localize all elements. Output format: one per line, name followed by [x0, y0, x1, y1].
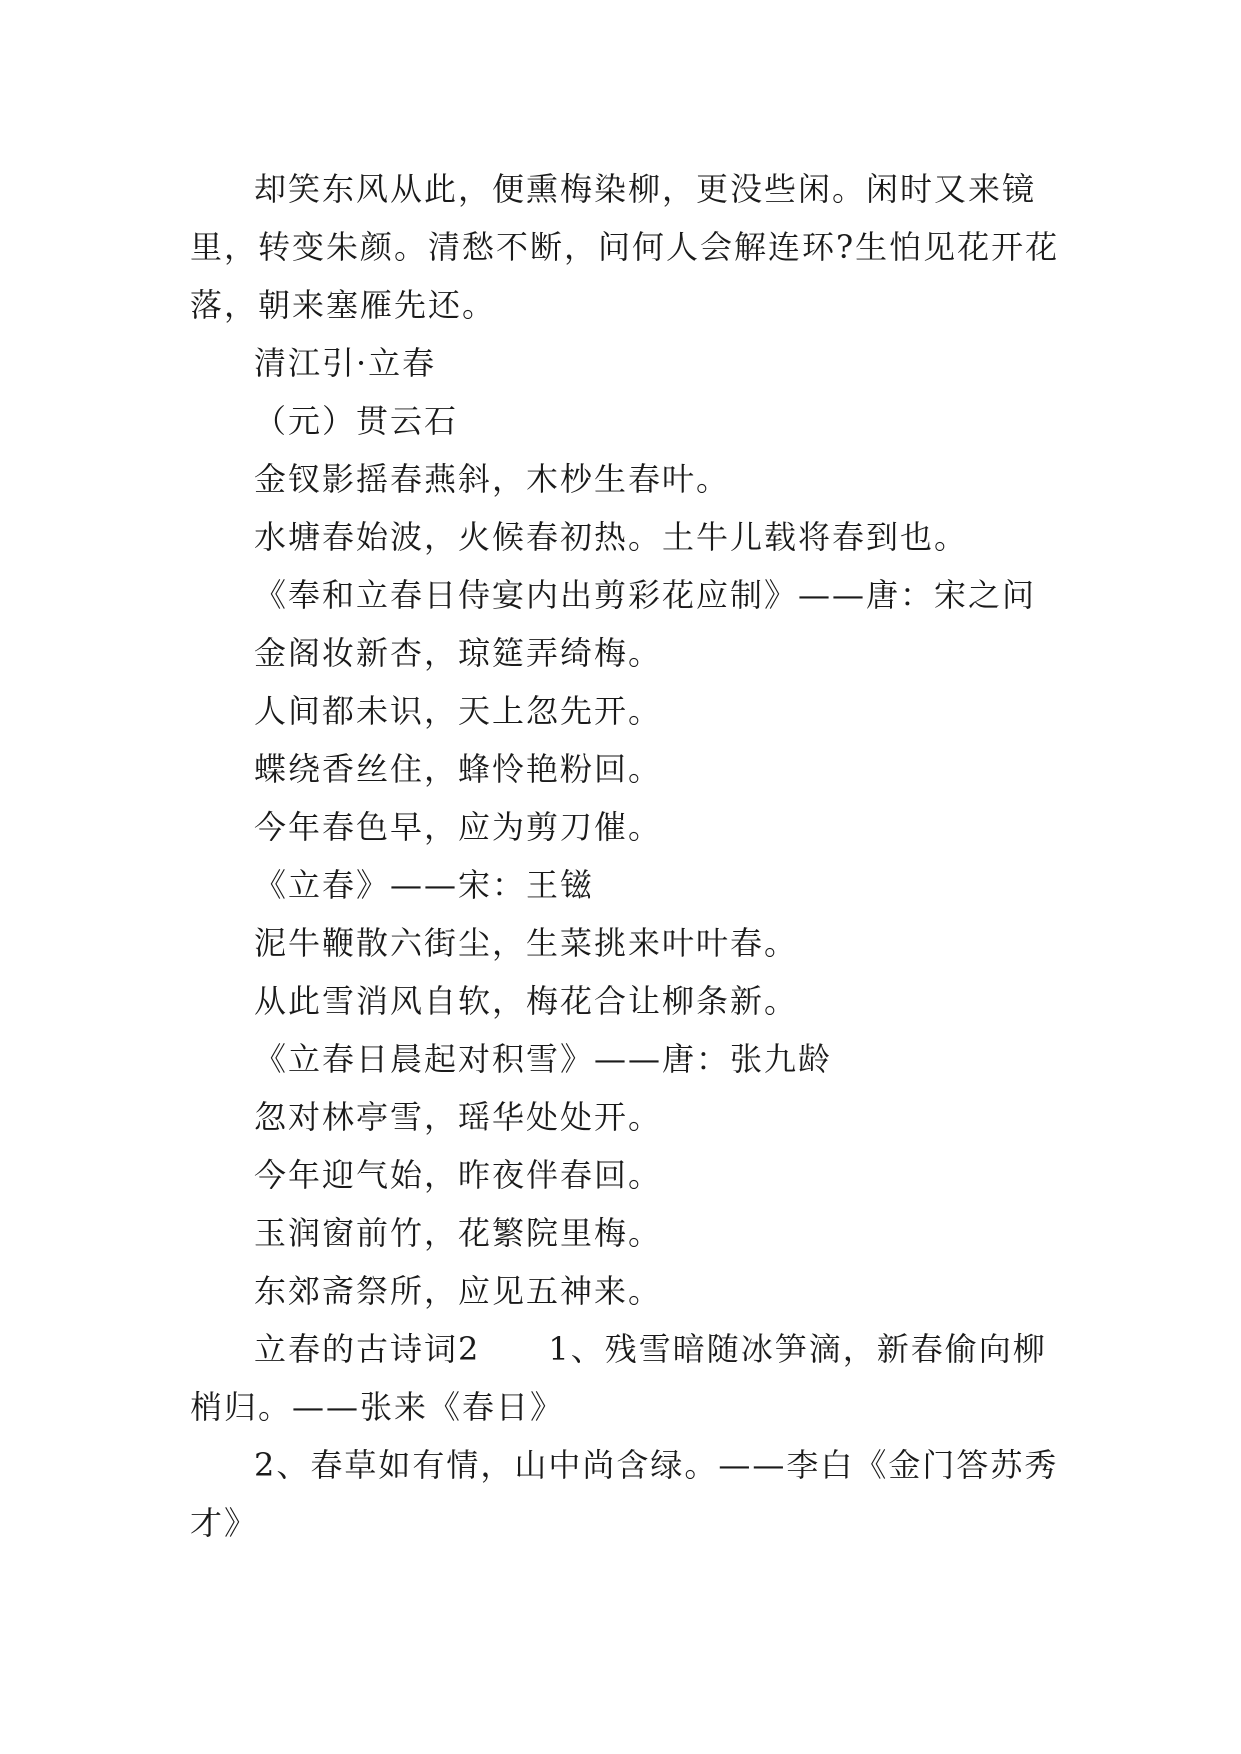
poem-line: 金钗影摇春燕斜，木杪生春叶。 — [254, 460, 731, 498]
poem-line: 玉润窗前竹，花繁院里梅。 — [254, 1214, 663, 1252]
paragraph-ci-excerpt: 却笑东风从此，便熏梅染柳，更没些闲。闲时又来镜里，转变朱颜。清愁不断，问何人会解连环?生怕见花开花落，朝来塞雁先还。 — [190, 170, 1060, 324]
poem-line: 今年春色早，应为剪刀催。 — [254, 808, 663, 846]
document-body — [190, 160, 1060, 1552]
poem-title-fenghe: 《奉和立春日侍宴内出剪彩花应制》——唐：宋之问 — [254, 576, 1037, 614]
poem-line: 忽对林亭雪，瑶华处处开。 — [254, 1098, 663, 1136]
poem-line: 金阁妆新杏，琼筵弄绮梅。 — [254, 634, 663, 672]
poem-line: 人间都未识，天上忽先开。 — [254, 692, 663, 730]
poem-line: 蝶绕香丝住，蜂怜艳粉回。 — [254, 750, 663, 788]
poem-line: 泥牛鞭散六街尘，生菜挑来叶叶春。 — [254, 924, 799, 962]
poem-title-jixue: 《立春日晨起对积雪》——唐：张九龄 — [254, 1040, 833, 1078]
poem-line: 今年迎气始，昨夜伴春回。 — [254, 1156, 663, 1194]
poem-line: 东郊斋祭所，应见五神来。 — [254, 1272, 663, 1310]
poem-title-lichun: 《立春》——宋：王镃 — [254, 866, 595, 904]
section-heading-with-quote-1: 立春的古诗词2 1、残雪暗随冰笋滴，新春偷向柳梢归。——张来《春日》 — [190, 1330, 1047, 1426]
poem-author-guan-yunshi: （元）贯云石 — [254, 402, 459, 440]
poem-line: 水塘春始波，火候春初热。土牛儿载将春到也。 — [254, 518, 969, 556]
poem-line: 从此雪消风自软，梅花合让柳条新。 — [254, 982, 799, 1020]
poem-title-qingjiangyin: 清江引·立春 — [254, 344, 437, 382]
quote-item-2: 2、春草如有情，山中尚含绿。——李白《金门答苏秀才》 — [190, 1446, 1059, 1542]
